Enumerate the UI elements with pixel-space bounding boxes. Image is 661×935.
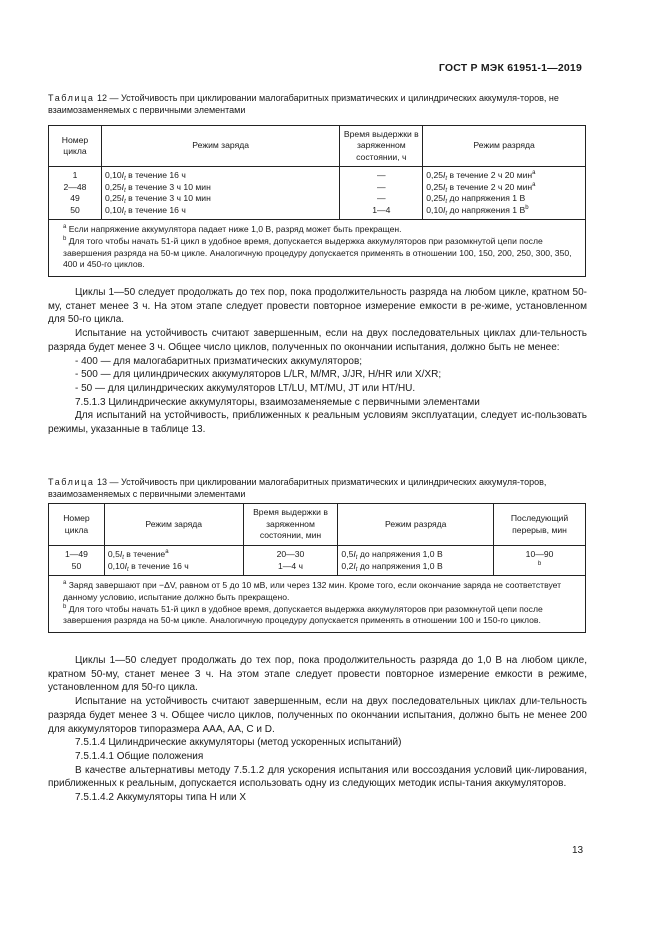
paragraph: Испытание на устойчивость считают завершенным, если на двух последовательных циклах дли-тельность разряда будет менее 3 ч. Общее число циклов, полученных по окончании испытания, должно быть не менее: bbox=[48, 328, 587, 353]
table-row bbox=[49, 546, 586, 561]
table-12-note-b: $^b$ Для того чтобы начать 51-й цикл в удобное время, допускается выдержка аккумуляторов при разомкнутой цепи после завершения разряда на 50-м цикле. Аналогичную процедуру допускается применять в отношении 100, 150, 200, 250, 300, 350, 400 и 450-го циклов. bbox=[63, 235, 572, 270]
rest-time: — bbox=[340, 182, 423, 194]
section-heading-7-5-1-3: 7.5.1.3 Цилиндрические аккумуляторы, взаимозаменяемые с первичными элементами bbox=[75, 396, 480, 408]
section-heading-7-5-1-4: 7.5.1.4 Цилиндрические аккумуляторы (метод ускоренных испытаний) bbox=[75, 737, 402, 749]
document-header: ГОСТ Р МЭК 61951-1—2019 bbox=[438, 62, 582, 74]
rest-time: 1—4 ч bbox=[243, 561, 338, 576]
page-number: 13 bbox=[572, 845, 584, 856]
charge-mode: $0,10I_t$ в течение 16 ч bbox=[101, 167, 339, 182]
rest-time: — bbox=[340, 193, 423, 205]
table-13-header-row bbox=[49, 504, 586, 546]
table-13 bbox=[48, 503, 586, 633]
pause-time: b bbox=[494, 561, 586, 576]
table-12-caption bbox=[48, 92, 588, 116]
table-12-note-a: $^a$ Если напряжение аккумулятора падает ниже 1,0 В, разряд может быть прекращен. bbox=[63, 224, 402, 234]
list-item: - 400 — для малогабаритных призматических аккумуляторов; bbox=[75, 355, 363, 367]
paragraph: Для испытаний на устойчивость, приближенных к реальным условиям эксплуатации, следует ис-пользовать режимы, указанные в таблице 13. bbox=[48, 410, 587, 436]
discharge-mode: $0,2I_t$ до напряжения 1,0 В bbox=[338, 561, 494, 576]
table-row bbox=[49, 167, 586, 182]
rest-time: 20—30 bbox=[243, 546, 338, 561]
table-12-notes-row bbox=[49, 220, 586, 277]
table-12-caption-text: 12 — Устойчивость при циклировании малогабаритных призматических и цилиндрических аккумуля-торов, не взаимозаменяемых с первичными элементами bbox=[48, 93, 559, 115]
table-12-header-row bbox=[49, 126, 586, 167]
table-13-header-discharge: Режим разряда bbox=[338, 504, 494, 546]
table-13-header-cycle: Номер цикла bbox=[49, 504, 105, 546]
table-12-header-rest: Время выдержки в заряженном состоянии, ч bbox=[340, 126, 423, 167]
table-13-header-rest: Время выдержки в заряженном состоянии, мин bbox=[243, 504, 338, 546]
charge-mode: $0,25I_t$ в течение 3 ч 10 мин bbox=[101, 182, 339, 194]
list-item: - 50 — для цилиндрических аккумуляторов LT/LU, MT/MU, JT или HT/HU. bbox=[75, 382, 416, 394]
discharge-mode: $0,10I_t$ до напряжения 1 $В^b$ bbox=[423, 205, 586, 220]
table-12-caption-lead: Таблица bbox=[48, 93, 95, 103]
table-13-note-b: $^b$ Для того чтобы начать 51-й цикл в удобное время, допускается выдержка аккумуляторов при разомкнутой цепи после завершения разряда на 50-м цикле. Аналогичную процедуру допускается применять в отношении 100 и 150-го циклов. bbox=[63, 603, 543, 626]
list-item: - 500 — для цилиндрических аккумуляторов L/LR, M/MR, J/JR, H/HR или X/XR; bbox=[75, 369, 442, 381]
table-12 bbox=[48, 125, 586, 277]
table-13-notes-row bbox=[49, 576, 586, 633]
cycle-number: 1 bbox=[49, 167, 102, 182]
text-block-1 bbox=[48, 286, 587, 437]
paragraph: Циклы 1—50 следует продолжать до тех пор, пока продолжительность разряда на любом цикле, кратном 50-му, станет менее 3 ч. На этом этапе следует провести повторное измерение емкости в ре-жиме, установленном для 50-го цикла. bbox=[48, 287, 587, 326]
section-heading-7-5-1-4-2: 7.5.1.4.2 Аккумуляторы типа H или X bbox=[75, 792, 247, 804]
table-row bbox=[49, 193, 586, 205]
table-row bbox=[49, 182, 586, 194]
table-row bbox=[49, 205, 586, 220]
rest-time: 1—4 bbox=[340, 205, 423, 220]
table-12-header-charge: Режим заряда bbox=[101, 126, 339, 167]
table-row bbox=[49, 561, 586, 576]
table-12-header-discharge: Режим разряда bbox=[423, 126, 586, 167]
section-heading-7-5-1-4-1: 7.5.1.4.1 Общие положения bbox=[75, 750, 204, 762]
table-12-header-cycle: Номер цикла bbox=[49, 126, 102, 167]
cycle-number: 49 bbox=[49, 193, 102, 205]
cycle-number: 1—49 bbox=[49, 546, 105, 561]
charge-mode: $0,5I_t$ в течение$^a$ bbox=[104, 546, 243, 561]
cycle-number: 2—48 bbox=[49, 182, 102, 194]
paragraph: В качестве альтернативы методу 7.5.1.2 для ускорения испытания или воссоздания условий цик-лирования, приближенных к реальным, допускается использовать одну из следующих методик испы-тания аккумуляторов. bbox=[48, 764, 587, 790]
pause-time: 10—90 bbox=[494, 546, 586, 561]
discharge-mode: $0,25I_t$ в течение 2 ч 20 мин$^a$ bbox=[423, 167, 586, 182]
table-13-caption-lead: Таблица bbox=[48, 477, 95, 487]
paragraph: Испытание на устойчивость считают завершенным, если на двух последовательных циклах дли-тельность разряда будет менее 3 ч. Общее число циклов, полученных по окончании испытания, должно быть не менее 200 для аккумуляторов типоразмера AAA, AA, C и D. bbox=[48, 696, 587, 735]
table-13-header-charge: Режим заряда bbox=[104, 504, 243, 546]
discharge-mode: $0,5I_t$ до напряжения 1,0 В bbox=[338, 546, 494, 561]
table-13-caption-text: 13 — Устойчивость при циклировании малогабаритных призматических и цилиндрических аккумуля-торов, взаимозаменяемых с первичными элементами bbox=[48, 477, 547, 499]
rest-time: — bbox=[340, 167, 423, 182]
discharge-mode: $0,25I_t$ до напряжения 1 В bbox=[423, 193, 586, 205]
table-12-notes bbox=[49, 220, 586, 277]
table-13-note-a: $^a$ Заряд завершают при −ΔV, равном от 5 до 10 мВ, или через 132 мин. Кроме того, если окончание заряда не соответствует данному условию, испытание должно быть прекращено. bbox=[63, 580, 562, 602]
charge-mode: $0,10I_t$ в течение 16 ч bbox=[104, 561, 243, 576]
charge-mode: $0,10I_t$ в течение 16 ч bbox=[101, 205, 339, 220]
cycle-number: 50 bbox=[49, 205, 102, 220]
table-13-header-pause: Последующий перерыв, мин bbox=[494, 504, 586, 546]
table-13-notes bbox=[49, 576, 586, 633]
text-block-2 bbox=[48, 654, 587, 805]
table-13-caption bbox=[48, 476, 588, 500]
cycle-number: 50 bbox=[49, 561, 105, 576]
paragraph: Циклы 1—50 следует продолжать до тех пор, пока продолжительность разряда до 1,0 В на любом цикле, кратном 50-му, станет менее 3 ч. На этом этапе следует провести повторное измерение емкости в режиме, установленном для 50-го цикла. bbox=[48, 655, 587, 694]
discharge-mode: $0,25I_t$ в течение 2 ч 20 мин$^a$ bbox=[423, 182, 586, 194]
charge-mode: $0,25I_t$ в течение 3 ч 10 мин bbox=[101, 193, 339, 205]
